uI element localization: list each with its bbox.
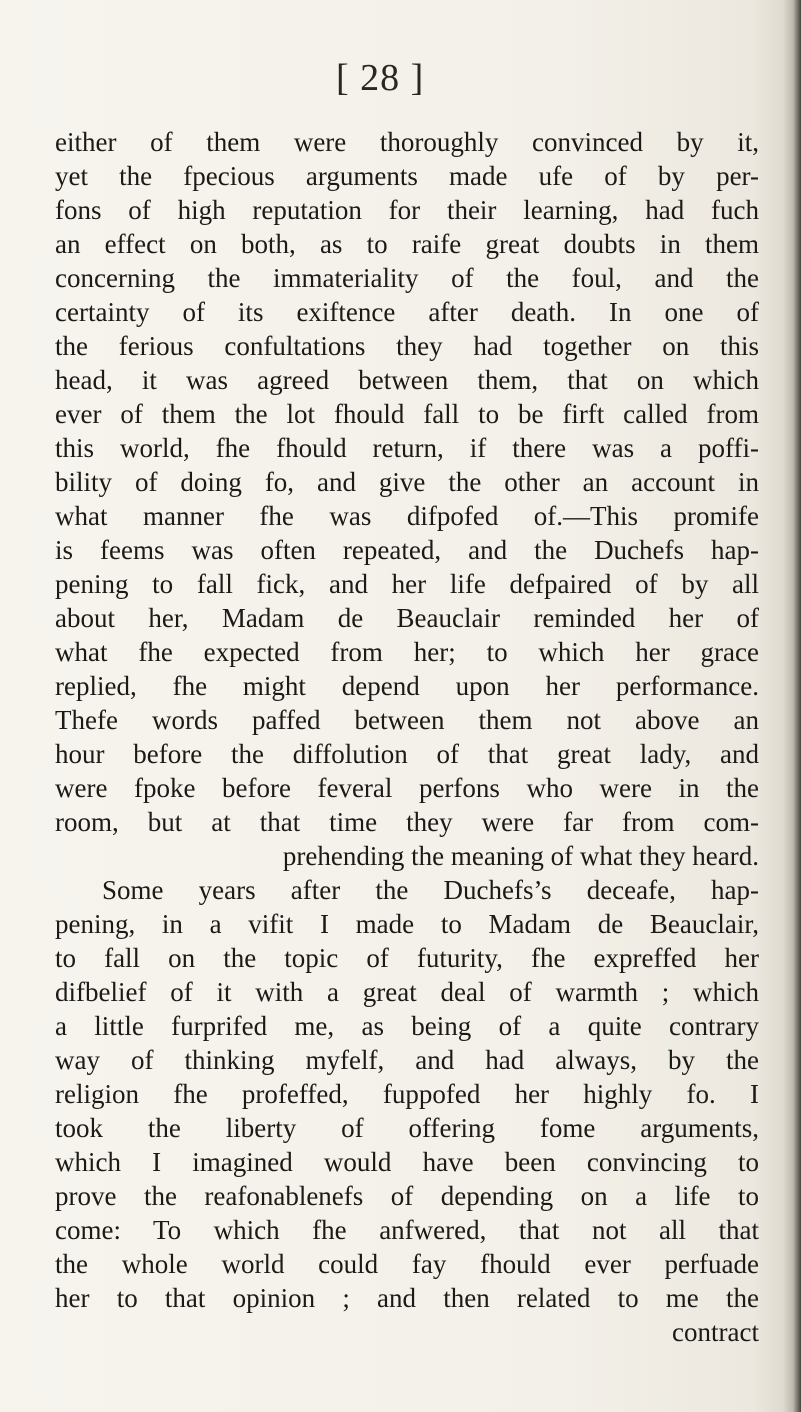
- text-line: prehending the meaning of what they heard.: [282, 841, 759, 871]
- text-line: which I imagined would have been convincing to: [55, 1147, 759, 1177]
- text-line: to fall on the topic of futurity, fhe expreffed her: [55, 943, 759, 973]
- text-line: prove the reafonablenefs of depending on a life to: [55, 1181, 759, 1211]
- page-number-header: [ 28 ]: [336, 57, 425, 99]
- text-line: yet the fpecious arguments made ufe of by per-: [55, 161, 759, 191]
- text-line: come: To which fhe anfwered, that not all that: [55, 1215, 759, 1245]
- text-line: fons of high reputation for their learning, had fuch: [55, 195, 759, 225]
- text-line: Some years after the Duchefs’s deceafe, hap-: [102, 875, 759, 905]
- text-line: took the liberty of offering fome arguments,: [55, 1113, 759, 1143]
- text-line: Thefe words paffed between them not above an: [55, 705, 759, 735]
- text-line: is feems was often repeated, and the Duchefs hap-: [55, 535, 759, 565]
- text-line: bility of doing fo, and give the other an account in: [55, 467, 759, 497]
- text-line: pening to fall fick, and her life defpaired of by all: [55, 569, 759, 599]
- text-line: concerning the immateriality of the foul, and the: [55, 263, 759, 293]
- text-line: room, but at that time they were far from com-: [55, 807, 759, 837]
- text-line: the ferious confultations they had together on this: [55, 331, 759, 361]
- text-line: an effect on both, as to raife great doubts in them: [55, 229, 759, 259]
- text-line: difbelief of it with a great deal of warmth ; which: [55, 977, 759, 1007]
- text-line: head, it was agreed between them, that on which: [55, 365, 759, 395]
- text-line: a little furprifed me, as being of a quite contrary: [55, 1011, 759, 1041]
- text-line: way of thinking myfelf, and had always, by the: [55, 1045, 759, 1075]
- text-line: either of them were thoroughly convinced by it,: [55, 127, 759, 157]
- catchword: contract: [672, 1317, 759, 1347]
- text-line: her to that opinion ; and then related to me the: [55, 1283, 759, 1313]
- text-line: the whole world could fay fhould ever perfuade: [55, 1249, 759, 1279]
- text-line: what manner fhe was difpofed of.—This promife: [55, 501, 759, 531]
- text-line: ever of them the lot fhould fall to be firft called from: [55, 399, 759, 429]
- text-line: pening, in a vifit I made to Madam de Beauclair,: [55, 909, 759, 939]
- text-line: certainty of its exiftence after death. In one of: [55, 297, 759, 327]
- text-line: what fhe expected from her; to which her grace: [55, 637, 759, 667]
- text-line: about her, Madam de Beauclair reminded her of: [55, 603, 759, 633]
- text-line: were fpoke before feveral perfons who were in the: [55, 773, 759, 803]
- text-line: this world, fhe fhould return, if there was a poffi-: [55, 433, 759, 463]
- text-line: replied, fhe might depend upon her performance.: [55, 671, 759, 701]
- text-line: religion fhe profeffed, fuppofed her highly fo. I: [55, 1079, 759, 1109]
- text-line: hour before the diffolution of that great lady, and: [55, 739, 759, 769]
